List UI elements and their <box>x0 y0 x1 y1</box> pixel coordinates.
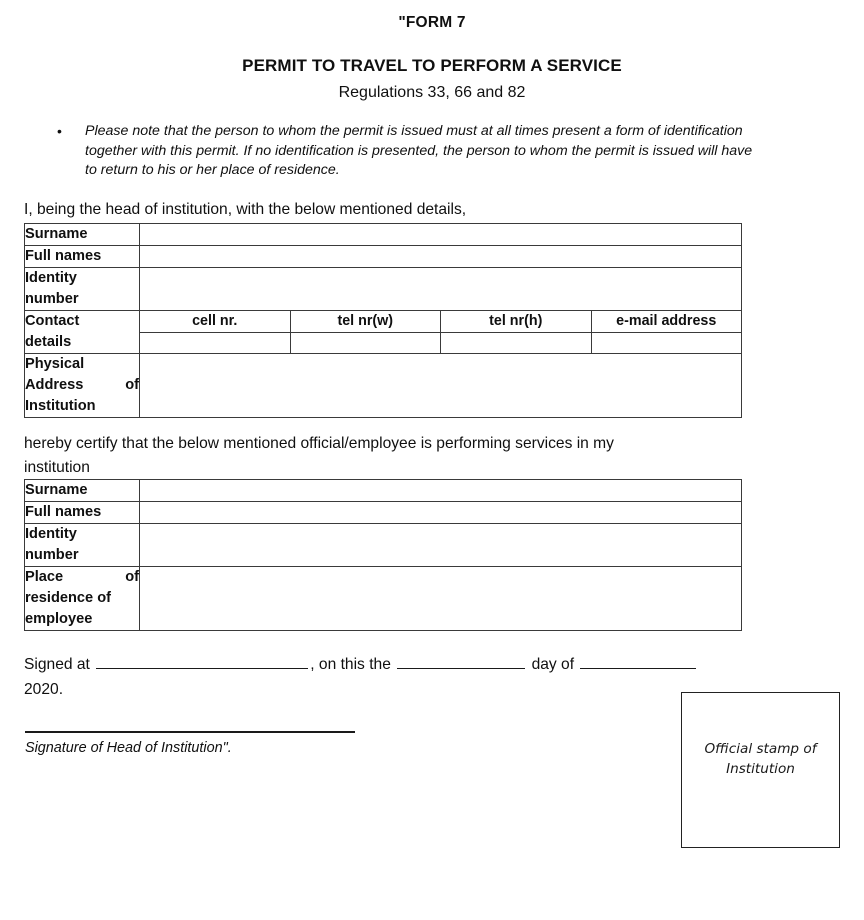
on-this-the-label: , on this the <box>310 656 391 673</box>
employee-details-table <box>24 479 742 631</box>
field-tel-nr-h[interactable] <box>441 333 592 354</box>
table-row <box>25 524 742 567</box>
head-details-table <box>24 223 742 418</box>
signed-at-input[interactable] <box>96 654 308 669</box>
field-tel-nr-w[interactable] <box>290 333 441 354</box>
stamp-label-line1: Official stamp of <box>704 741 817 757</box>
table-row <box>25 311 742 333</box>
field-place-of-residence[interactable] <box>140 567 742 631</box>
year-label: 2020. <box>24 681 64 698</box>
page-title: PERMIT TO TRAVEL TO PERFORM A SERVICE <box>242 55 622 75</box>
column-header-tel-nr-h: tel nr(h) <box>441 311 592 333</box>
month-input[interactable] <box>580 654 696 669</box>
table-row <box>25 224 742 246</box>
row-label-place-of-residence: Place of residence of employee <box>25 567 140 631</box>
row-label-physical-address: Physical Address of Institution <box>25 354 140 418</box>
table-row <box>25 502 742 524</box>
column-header-tel-nr-w: tel nr(w) <box>290 311 441 333</box>
row-label-full-names: Full names <box>25 246 140 268</box>
signature-caption: Signature of Head of Institution". <box>25 740 232 756</box>
table-row <box>25 567 742 631</box>
field-full-names-employee[interactable] <box>140 502 742 524</box>
field-physical-address[interactable] <box>140 354 742 418</box>
field-identity-number-head[interactable] <box>140 268 742 311</box>
regulations-subtitle: Regulations 33, 66 and 82 <box>338 83 526 101</box>
official-stamp-box[interactable] <box>681 692 840 848</box>
note-text: Please note that the person to whom the permit is issued must at all times present a form of identification together with this permit. If no identification is presented, the person to whom the permit is issued will have to return to his or her place of residence. <box>85 123 753 178</box>
table-row <box>25 480 742 502</box>
table-row <box>25 246 742 268</box>
row-label-employee-identity-number: Identity number <box>25 524 140 567</box>
certify-paragraph <box>24 432 742 480</box>
signature-date-line <box>24 652 764 702</box>
title-block <box>0 14 864 103</box>
table-row <box>25 268 742 311</box>
day-input[interactable] <box>397 654 525 669</box>
stamp-label <box>696 739 826 801</box>
signed-at-label: Signed at <box>24 656 90 673</box>
certify-last-line: institution <box>24 459 90 476</box>
row-label-contact-details: Contact details <box>25 311 140 354</box>
form-number: "FORM 7 <box>398 14 466 31</box>
row-label-employee-full-names: Full names <box>25 502 140 524</box>
note-block <box>57 122 757 181</box>
row-label-employee-surname: Surname <box>25 480 140 502</box>
table-row <box>25 354 742 418</box>
field-surname-employee[interactable] <box>140 480 742 502</box>
bullet-icon: • <box>57 123 62 139</box>
certify-text: hereby certify that the below mentioned official/employee is performing services in my <box>24 435 614 452</box>
day-of-label: day of <box>531 656 575 673</box>
column-header-cell-nr: cell nr. <box>140 311 291 333</box>
row-label-surname: Surname <box>25 224 140 246</box>
field-cell-nr[interactable] <box>140 333 291 354</box>
stamp-label-line2: Institution <box>726 761 795 777</box>
field-email-address[interactable] <box>591 333 742 354</box>
field-surname-head[interactable] <box>140 224 742 246</box>
field-identity-number-employee[interactable] <box>140 524 742 567</box>
column-header-email-address: e-mail address <box>591 311 742 333</box>
field-full-names-head[interactable] <box>140 246 742 268</box>
signature-rule[interactable] <box>25 731 355 733</box>
intro-line: I, being the head of institution, with the below mentioned details, <box>24 201 467 218</box>
note-list-item <box>57 122 757 181</box>
row-label-identity-number: Identity number <box>25 268 140 311</box>
